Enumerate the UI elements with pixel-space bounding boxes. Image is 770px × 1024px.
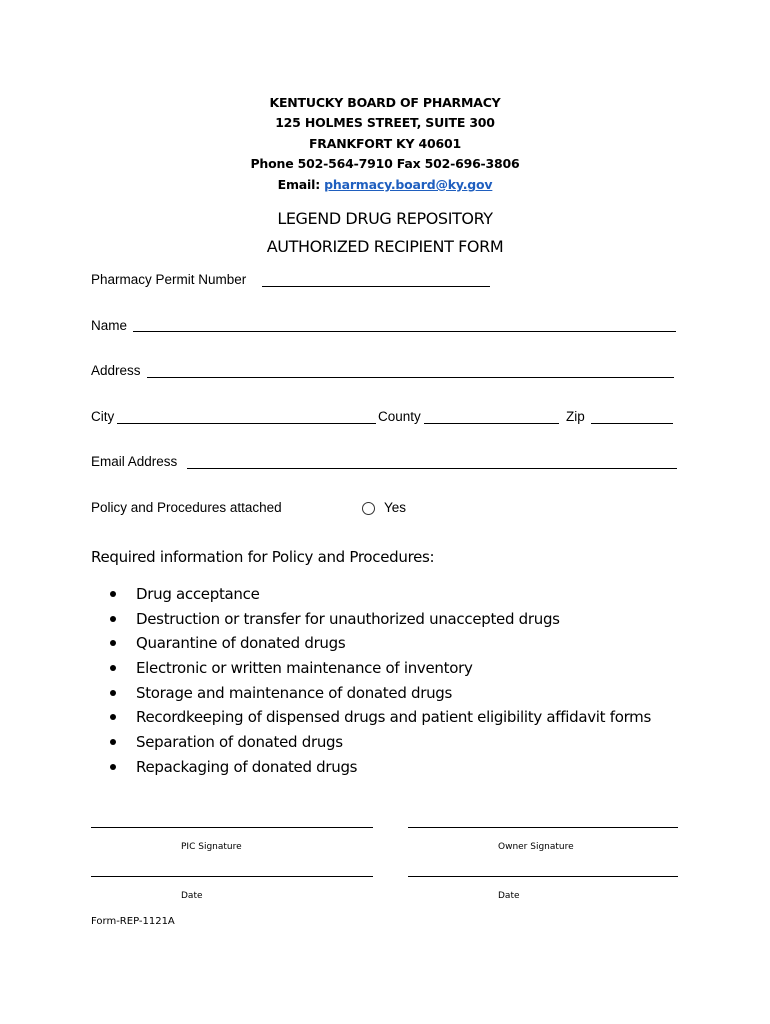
list-item: Storage and maintenance of donated drugs <box>110 682 651 707</box>
list-item: Repackaging of donated drugs <box>110 756 651 781</box>
county-label: County <box>378 409 421 424</box>
pic-signature-label: PIC Signature <box>181 842 242 852</box>
list-item: Separation of donated drugs <box>110 731 651 756</box>
name-label: Name <box>91 318 128 333</box>
requirements-heading: Required information for Policy and Procedures: <box>91 548 435 566</box>
email-line <box>0 177 770 192</box>
yes-label: Yes <box>384 500 407 515</box>
address-field[interactable] <box>147 377 674 378</box>
email-label: Email: <box>277 177 325 192</box>
email-address-field[interactable] <box>187 468 677 469</box>
board-name: KENTUCKY BOARD OF PHARMACY <box>269 95 501 110</box>
bullet-icon <box>110 690 116 696</box>
yes-radio[interactable] <box>362 502 375 515</box>
form-number: Form-REP-1121A <box>91 916 175 927</box>
owner-signature-label: Owner Signature <box>498 842 574 852</box>
bullet-icon <box>110 591 116 597</box>
county-field[interactable] <box>424 423 559 424</box>
city-label: City <box>91 409 115 424</box>
address-label: Address <box>91 363 141 378</box>
list-item: Electronic or written maintenance of inventory <box>110 657 651 682</box>
list-item: Drug acceptance <box>110 583 651 608</box>
email-address-label: Email Address <box>91 454 178 469</box>
bullet-icon <box>110 665 116 671</box>
owner-date-label: Date <box>498 891 520 901</box>
zip-field[interactable] <box>591 423 673 424</box>
permit-number-label: Pharmacy Permit Number <box>91 272 247 287</box>
policy-attached-label: Policy and Procedures attached <box>91 500 282 515</box>
form-title-line1: LEGEND DRUG REPOSITORY <box>277 209 493 228</box>
requirements-list <box>110 583 651 781</box>
bullet-icon <box>110 764 116 770</box>
owner-signature-line[interactable] <box>408 827 678 828</box>
form-title-line2: AUTHORIZED RECIPIENT FORM <box>266 237 504 256</box>
city-field[interactable] <box>117 423 376 424</box>
bullet-icon <box>110 714 116 720</box>
pic-date-label: Date <box>181 891 203 901</box>
bullet-icon <box>110 616 116 622</box>
email-link[interactable]: pharmacy.board@ky.gov <box>324 177 493 192</box>
city-state-zip: FRANKFORT KY 40601 <box>308 136 462 151</box>
permit-number-field[interactable] <box>262 286 490 287</box>
pic-signature-line[interactable] <box>91 827 373 828</box>
list-item: Quarantine of donated drugs <box>110 632 651 657</box>
list-item: Destruction or transfer for unauthorized unaccepted drugs <box>110 608 651 633</box>
bullet-icon <box>110 640 116 646</box>
pic-date-line[interactable] <box>91 876 373 877</box>
phone-fax: Phone 502-564-7910 Fax 502-696-3806 <box>250 156 520 171</box>
list-item: Recordkeeping of dispensed drugs and patient eligibility affidavit forms <box>110 706 651 731</box>
name-field[interactable] <box>133 331 676 332</box>
zip-label: Zip <box>566 409 585 424</box>
owner-date-line[interactable] <box>408 876 678 877</box>
bullet-icon <box>110 739 116 745</box>
street-address: 125 HOLMES STREET, SUITE 300 <box>275 115 495 130</box>
